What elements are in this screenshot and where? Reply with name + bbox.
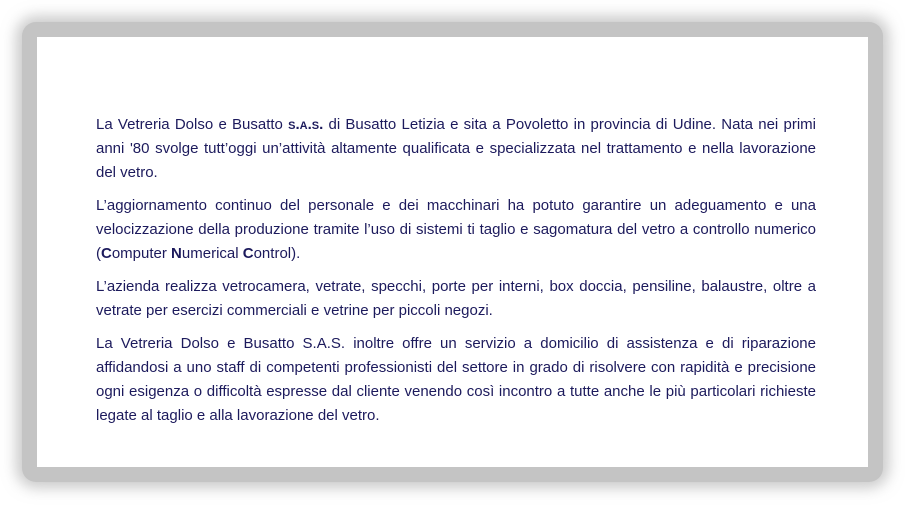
company-type: S.A.S.: [302, 335, 346, 352]
paragraph-intro: [96, 113, 816, 185]
paragraph-cnc: [96, 194, 816, 266]
text: inoltre offre un servizio a domicilio di assistenza e di riparazione affidandosi a uno staff di competenti professionisti del settore in grado di risolvere con rapidità e precisione ogni esigenza o difficoltà espresse dal cliente venendo così incontro a tutte anche le più particolari richieste legate al taglio e alla lavorazione del vetro.: [96, 335, 816, 424]
text: L’aggiornamento continuo del personale e dei macchinari ha potuto garantire un adeguamento e una velocizzazione della produzione tramite l’uso di sistemi ti taglio e sagomatura del vetro a controllo numerico (: [96, 197, 816, 262]
text: L’azienda realizza vetrocamera, vetrate, specchi, porte per interni, box doccia, pensiline, balaustre, oltre a vetrate per esercizi commerciali e vetrine per piccoli negozi.: [96, 278, 816, 319]
text: ontrol).: [253, 245, 301, 262]
paragraph-products: [96, 275, 816, 323]
paragraph-services: [96, 332, 816, 428]
company-description: [96, 113, 816, 437]
text: omputer: [111, 245, 172, 262]
acronym-letter: N: [171, 245, 182, 262]
text: La Vetreria Dolso e Busatto: [96, 335, 303, 352]
text: umerical: [181, 245, 243, 262]
acronym-letter: C: [242, 245, 254, 262]
text: di Busatto Letizia e sita a Povoletto in provincia di Udine. Nata nei primi anni '80 svolge tutt’oggi un’attività altamente qualificata e specializzata nel trattamento e nella lavorazione del vetro.: [96, 116, 816, 181]
acronym-letter: C: [101, 245, 112, 262]
text: La Vetreria Dolso e Busatto: [96, 116, 289, 133]
company-type: s.a.s.: [288, 116, 324, 133]
